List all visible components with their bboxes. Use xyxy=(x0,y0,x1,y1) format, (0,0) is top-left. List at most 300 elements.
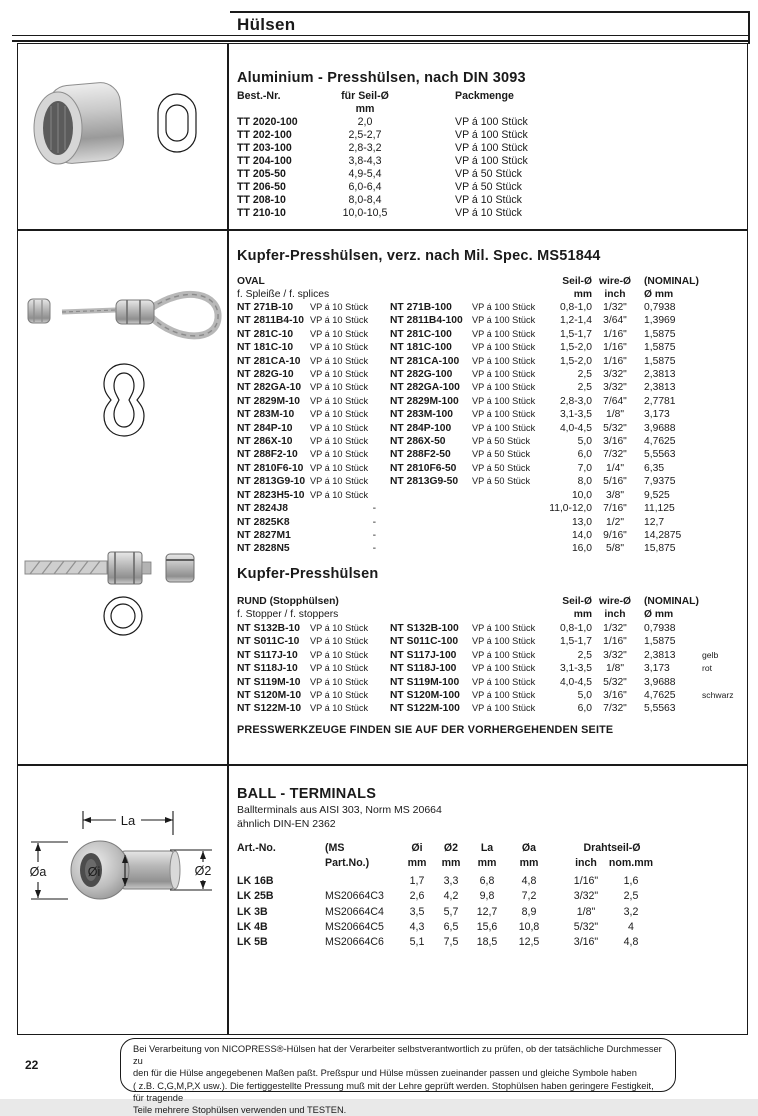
cell-art-no: LK 16B xyxy=(237,875,274,887)
col-seil: für Seil-Ø xyxy=(341,90,389,102)
cell-inch: 1/16" xyxy=(573,875,599,887)
cell-part-10: NT S011C-10 xyxy=(237,636,300,648)
cell-vp-10: VP á 10 Stück xyxy=(310,395,369,406)
col-wire-unit: inch xyxy=(604,289,626,301)
warning-line-1: Bei Verarbeitung von NICOPRESS®-Hülsen hat der Verarbeiter selbstverantwortlich zu prüfen, ob der tatsächliche Durchmesser zu xyxy=(133,1044,662,1067)
oval-table-header xyxy=(237,275,745,302)
cell-part-10: NT 2824J8 xyxy=(237,503,288,515)
cell-part-no: TT 204-100 xyxy=(237,155,292,167)
cell-seil-diameter: 2,0 xyxy=(357,116,373,128)
cell-part-10: NT 181C-10 xyxy=(237,342,294,354)
cell-seil: 2,5 xyxy=(577,649,592,661)
cell-ms-part: MS20664C4 xyxy=(325,905,384,918)
cell-part-100: NT 282G-100 xyxy=(390,369,453,381)
cell-vp-100: VP á 100 Stück xyxy=(472,623,536,633)
cell-nominal: 2,3813 xyxy=(644,382,676,394)
cell-seil: 7,0 xyxy=(577,462,592,474)
table-row xyxy=(237,689,745,702)
cell-part-10: NT S120M-10 xyxy=(237,690,302,702)
small-sleeve-photo xyxy=(28,299,50,323)
cell-wire: 7/64" xyxy=(603,395,627,407)
col-nominal: (NOMINAL) xyxy=(644,596,699,607)
cell-seil: 13,0 xyxy=(571,516,592,528)
cell-part-10: NT S122M-10 xyxy=(237,703,302,715)
col-wire-unit: inch xyxy=(604,609,626,621)
col-nominal-unit: Ø mm xyxy=(644,289,674,301)
cell-vp-100: VP á 100 Stück xyxy=(472,369,536,380)
cell-vp-100 xyxy=(472,542,548,555)
cell-o2: 7,5 xyxy=(443,936,459,949)
label-o2: Ø2 xyxy=(194,864,212,878)
cell-vp-10: VP á 10 Stück xyxy=(310,382,369,393)
table-row xyxy=(237,314,745,327)
cell-vp-100: VP á 50 Stück xyxy=(472,449,531,460)
cell-vp-10: - xyxy=(372,516,376,528)
cell-vp-10: VP á 10 Stück xyxy=(310,302,369,312)
cell-nom: 3,2 xyxy=(623,905,639,918)
col-nominal: (NOMINAL) xyxy=(644,276,699,287)
table-row xyxy=(237,435,745,448)
cell-vp-10: VP á 10 Stück xyxy=(310,462,369,473)
cell-vp-100 xyxy=(472,502,548,515)
cell-vp-10: VP á 10 Stück xyxy=(310,489,369,500)
table-row xyxy=(237,676,745,689)
col-art-no: Art.-No. xyxy=(237,842,276,854)
cell-seil: 6,0 xyxy=(577,703,592,715)
cell-nominal: 3,173 xyxy=(644,409,670,421)
cell-vp-100 xyxy=(472,516,548,529)
rund-section-title: Kupfer-Presshülsen xyxy=(237,566,379,582)
cell-ms-part: MS20664C6 xyxy=(325,936,384,949)
cable-loop-photo xyxy=(62,294,218,335)
cell-vp-10: VP á 10 Stück xyxy=(310,355,369,366)
cell-part-100 xyxy=(390,489,472,502)
cell-part-10: NT 271B-10 xyxy=(237,302,294,313)
ball-section-title: BALL - TERMINALS xyxy=(237,786,377,802)
cell-part-10: NT 283M-10 xyxy=(237,409,295,421)
cell-art-no: LK 5B xyxy=(237,936,268,949)
table-row xyxy=(237,341,745,354)
cell-part-10: NT 2823H5-10 xyxy=(237,489,305,501)
col-inch: inch xyxy=(575,857,597,870)
cell-nominal: 0,7938 xyxy=(644,302,676,313)
cell-part-10: NT 2813G9-10 xyxy=(237,476,306,488)
cell-inch: 1/8" xyxy=(576,905,596,918)
cell-vp-10: VP á 10 Stück xyxy=(310,476,369,487)
cell-seil: 8,0 xyxy=(577,476,592,488)
column-divider xyxy=(227,43,229,1035)
cell-seil: 3,1-3,5 xyxy=(559,663,592,675)
col-ms-1: (MS xyxy=(325,842,345,854)
cell-part-no: TT 208-10 xyxy=(237,194,286,206)
oval-section-title: Kupfer-Presshülsen, verz. nach Mil. Spec. MS51844 xyxy=(237,248,601,264)
ball-subtitle-2: ähnlich DIN-EN 2362 xyxy=(237,818,336,830)
cell-art-no: LK 25B xyxy=(237,890,274,903)
cell-la: 18,5 xyxy=(476,936,498,949)
cell-part-100: NT 288F2-50 xyxy=(390,449,451,461)
cell-pack: VP á 10 Stück xyxy=(455,194,522,206)
page-title: Hülsen xyxy=(237,15,296,34)
cell-vp-10: VP á 10 Stück xyxy=(310,636,369,647)
table-row xyxy=(237,116,627,129)
cell-seil: 11,0-12,0 xyxy=(549,503,592,515)
col-mm-1: mm xyxy=(407,857,427,870)
cell-inch: 3/32" xyxy=(573,890,599,903)
aluminium-sleeve-3d xyxy=(34,81,125,165)
col-ms-2: Part.No.) xyxy=(325,857,370,870)
cell-seil: 4,0-4,5 xyxy=(559,422,592,434)
table-row xyxy=(237,155,627,168)
cell-seil: 0,8-1,0 xyxy=(559,623,592,634)
col-la: La xyxy=(480,842,494,854)
cell-seil: 2,5 xyxy=(577,369,592,381)
cell-nominal: 0,7938 xyxy=(644,623,676,634)
cell-vp-100: VP á 100 Stück xyxy=(472,302,536,312)
cell-nominal: 15,875 xyxy=(644,543,676,555)
table-row xyxy=(237,168,627,181)
cell-nominal: 3,173 xyxy=(644,663,670,675)
table-row xyxy=(237,649,745,662)
cell-part-10: NT 2828N5 xyxy=(237,543,290,555)
cell-vp-10: VP á 10 Stück xyxy=(310,676,369,687)
cell-vp-100 xyxy=(472,529,548,542)
cell-vp-10: VP á 10 Stück xyxy=(310,315,369,326)
cell-part-10: NT S132B-10 xyxy=(237,623,300,634)
cell-pack: VP á 100 Stück xyxy=(455,129,528,141)
cell-part-100: NT S011C-100 xyxy=(390,636,459,648)
cell-vp-10: VP á 10 Stück xyxy=(310,328,369,339)
cell-art-no: LK 4B xyxy=(237,920,268,933)
table-row xyxy=(237,502,745,515)
table-row xyxy=(237,422,745,435)
cell-vp-10: VP á 10 Stück xyxy=(310,703,369,714)
table-row xyxy=(237,395,745,408)
cell-oa: 12,5 xyxy=(518,936,540,949)
cell-nominal: 11,125 xyxy=(644,503,675,515)
cell-part-no: TT 205-50 xyxy=(237,168,286,180)
cell-vp-100: VP á 50 Stück xyxy=(472,476,531,487)
label-oi: Øi xyxy=(87,865,101,879)
table-row xyxy=(237,529,745,542)
cell-ms-part: MS20664C5 xyxy=(325,920,384,933)
cell-la: 15,6 xyxy=(476,920,498,933)
cell-part-10: NT 288F2-10 xyxy=(237,449,298,461)
cell-vp-10: VP á 10 Stück xyxy=(310,623,369,633)
cell-vp-10: VP á 10 Stück xyxy=(310,369,369,380)
warning-line-2: den für die Hülse angegebenen Maßen paßt. Preßspur und Hülse müssen zueinander passen und gleiche Symbole haben xyxy=(133,1068,637,1079)
rund-subtitle-1: RUND (Stopphülsen) xyxy=(237,596,339,607)
header-rule-thick xyxy=(12,40,750,42)
cell-nominal: 7,9375 xyxy=(644,476,676,488)
cell-oi: 2,6 xyxy=(409,890,425,903)
rund-subtitle-2: f. Stopper / f. stoppers xyxy=(237,609,339,621)
cell-ms-part xyxy=(325,874,401,889)
cell-part-100: NT 2811B4-100 xyxy=(390,315,463,327)
cell-o2: 6,5 xyxy=(443,920,459,933)
cell-wire: 7/16" xyxy=(603,503,627,515)
aluminium-table-header xyxy=(237,90,627,116)
cell-color-note: rot xyxy=(702,663,713,674)
col-bestnr: Best.-Nr. xyxy=(237,90,281,102)
cable-stopper-photo xyxy=(25,552,194,584)
col-seil: Seil-Ø xyxy=(562,596,592,607)
section-divider-1 xyxy=(17,229,748,231)
cell-wire: 1/32" xyxy=(603,302,627,313)
cell-wire: 3/16" xyxy=(603,690,627,702)
cell-nominal: 1,5875 xyxy=(644,636,676,648)
col-nom-mm: nom.mm xyxy=(608,857,654,870)
cell-seil: 1,5-2,0 xyxy=(559,342,592,354)
cell-nominal: 1,5875 xyxy=(644,355,676,367)
cell-nominal: 5,5563 xyxy=(644,449,676,461)
col-oa: Øa xyxy=(521,842,537,854)
cell-pack: VP á 50 Stück xyxy=(455,168,522,180)
cell-nominal: 4,7625 xyxy=(644,436,676,448)
cell-part-10: NT 2810F6-10 xyxy=(237,462,304,474)
cell-seil-diameter: 8,0-8,4 xyxy=(348,194,382,206)
table-row xyxy=(237,889,657,904)
cell-vp-100: VP á 100 Stück xyxy=(472,649,536,660)
cell-oi: 1,7 xyxy=(409,875,425,887)
cell-nominal: 1,5875 xyxy=(644,342,676,354)
cell-wire: 5/32" xyxy=(603,676,627,688)
rund-table xyxy=(237,622,745,716)
cell-part-10: NT 281CA-10 xyxy=(237,355,301,367)
cell-part-100: NT S119M-100 xyxy=(390,676,460,688)
table-row xyxy=(237,622,745,635)
cell-part-100: NT 284P-100 xyxy=(390,422,452,434)
cell-vp-100: VP á 100 Stück xyxy=(472,676,536,687)
col-seil-unit: mm xyxy=(355,103,375,115)
cell-wire: 1/8" xyxy=(606,409,624,421)
col-mm-4: mm xyxy=(519,857,539,870)
cell-part-100: NT S132B-100 xyxy=(390,623,459,634)
cell-wire: 5/8" xyxy=(606,543,624,555)
cell-pack: VP á 100 Stück xyxy=(455,116,528,128)
cell-inch: 5/32" xyxy=(573,920,599,933)
cell-la: 6,8 xyxy=(479,875,495,887)
col-oi: Øi xyxy=(411,842,423,854)
section-divider-2 xyxy=(17,764,748,766)
cell-seil: 4,0-4,5 xyxy=(559,676,592,688)
copper-oval-photo xyxy=(20,288,225,438)
cell-seil: 0,8-1,0 xyxy=(559,302,592,313)
table-row xyxy=(237,355,745,368)
col-mm-2: mm xyxy=(441,857,461,870)
oval-ring-diagram xyxy=(158,94,196,152)
cell-part-no: TT 2020-100 xyxy=(237,116,298,128)
oval-subtitle-1: OVAL xyxy=(237,276,265,287)
cell-nominal: 1,3969 xyxy=(644,315,676,327)
table-row xyxy=(237,920,657,935)
warning-note-box xyxy=(120,1038,676,1116)
table-row xyxy=(237,874,657,889)
cell-oa: 8,9 xyxy=(521,905,537,918)
cell-seil-diameter: 2,5-2,7 xyxy=(348,129,382,141)
cell-part-100: NT S117J-100 xyxy=(390,649,457,661)
cell-vp-100: VP á 100 Stück xyxy=(472,422,536,433)
cell-part-100: NT S118J-100 xyxy=(390,663,457,675)
cell-pack: VP á 100 Stück xyxy=(455,142,528,154)
cell-vp-100: VP á 100 Stück xyxy=(472,395,536,406)
table-row xyxy=(237,489,745,502)
table-row xyxy=(237,475,745,488)
cell-seil-diameter: 6,0-6,4 xyxy=(348,181,382,193)
table-row xyxy=(237,462,745,475)
cell-seil: 2,8-3,0 xyxy=(559,395,592,407)
cell-vp-100: VP á 50 Stück xyxy=(472,436,531,447)
cell-wire: 3/64" xyxy=(603,315,627,327)
cell-part-100: NT S122M-100 xyxy=(390,703,460,715)
cell-part-100: NT 282GA-100 xyxy=(390,382,460,394)
cell-wire: 1/16" xyxy=(603,636,627,648)
cell-vp-100: VP á 100 Stück xyxy=(472,315,536,326)
cell-part-no: TT 202-100 xyxy=(237,129,292,141)
cell-nominal: 14,2875 xyxy=(644,529,682,541)
warning-line-3: ( z.B. C,G,M,P,X usw.). Die fertiggestellte Pressung muß mit der Lehre geprüft werden. Stophülsen haben geringere Festigkeit, für tragende xyxy=(133,1080,654,1103)
cell-wire: 1/16" xyxy=(603,355,627,367)
col-nominal-unit: Ø mm xyxy=(644,609,674,621)
cell-oa: 10,8 xyxy=(518,920,540,933)
cell-nominal: 2,7781 xyxy=(644,395,676,407)
cell-part-100: NT 286X-50 xyxy=(390,436,446,448)
cell-color-note: gelb xyxy=(702,649,719,660)
cell-vp-10: VP á 10 Stück xyxy=(310,690,369,701)
presswerkzeuge-note: PRESSWERKZEUGE FINDEN SIE AUF DER VORHERGEHENDEN SEITE xyxy=(237,724,614,736)
cell-nominal: 1,5875 xyxy=(644,328,676,340)
label-la: La xyxy=(120,813,136,828)
cell-part-10: NT S118J-10 xyxy=(237,663,298,675)
cell-seil-diameter: 4,9-5,4 xyxy=(348,168,382,180)
table-row xyxy=(237,301,745,314)
cell-vp-100: VP á 100 Stück xyxy=(472,690,536,701)
cell-nominal: 4,7625 xyxy=(644,690,676,702)
cell-pack: VP á 100 Stück xyxy=(455,155,528,167)
cell-la: 12,7 xyxy=(476,905,498,918)
ball-subtitle-1: Ballterminals aus AISI 303, Norm MS 20664 xyxy=(237,804,442,816)
cell-oa: 4,8 xyxy=(521,875,537,887)
col-seil: Seil-Ø xyxy=(562,276,592,287)
cell-wire: 7/32" xyxy=(603,703,627,715)
cell-part-100: NT 281C-100 xyxy=(390,328,452,340)
cell-seil: 1,5-1,7 xyxy=(559,328,592,340)
cell-part-10: NT 286X-10 xyxy=(237,436,293,448)
cell-vp-10: VP á 10 Stück xyxy=(310,342,369,353)
cell-part-no: TT 210-10 xyxy=(237,207,286,219)
cell-nominal: 2,3813 xyxy=(644,649,676,661)
cell-vp-10: VP á 10 Stück xyxy=(310,422,369,433)
cell-part-10: NT 2829M-10 xyxy=(237,395,300,407)
cell-nom: 4,8 xyxy=(623,936,639,949)
cell-part-100: NT 2829M-100 xyxy=(390,395,459,407)
warning-line-4: Teile mehrere Stophülsen verwenden und TESTEN. xyxy=(133,1105,347,1116)
cell-seil-diameter: 10,0-10,5 xyxy=(342,207,388,219)
cell-part-10: NT 2825K8 xyxy=(237,516,290,528)
title-rule-top xyxy=(230,11,750,13)
cell-wire: 1/8" xyxy=(606,663,624,675)
ball-table xyxy=(237,874,657,950)
cell-ms-part: MS20664C3 xyxy=(325,890,384,903)
cell-part-100 xyxy=(390,516,472,529)
col-drahtseil: Drahtseil-Ø xyxy=(583,842,641,854)
table-row xyxy=(237,381,745,394)
cell-vp-100 xyxy=(472,489,548,502)
cell-nominal: 12,7 xyxy=(644,516,665,528)
cell-vp-100: VP á 100 Stück xyxy=(472,409,536,420)
cell-part-100: NT 181C-100 xyxy=(390,342,452,354)
cell-part-10: NT 281C-10 xyxy=(237,328,294,340)
cell-part-100: NT 2813G9-50 xyxy=(390,476,459,488)
cell-vp-100: VP á 100 Stück xyxy=(472,328,536,339)
cell-vp-100: VP á 100 Stück xyxy=(472,355,536,366)
cell-wire: 3/32" xyxy=(603,649,627,661)
cell-part-10: NT 282GA-10 xyxy=(237,382,302,394)
cell-part-100: NT 2810F6-50 xyxy=(390,462,457,474)
ball-table-header xyxy=(237,841,657,872)
cell-seil: 1,5-2,0 xyxy=(559,355,592,367)
cell-seil: 5,0 xyxy=(577,690,592,702)
cell-part-100: NT 271B-100 xyxy=(390,302,452,313)
col-pack: Packmenge xyxy=(455,90,514,102)
header-rule-thin xyxy=(12,35,750,36)
table-row xyxy=(237,448,745,461)
ball-terminal-diagram xyxy=(20,798,225,920)
col-mm-3: mm xyxy=(477,857,497,870)
cell-color-note: schwarz xyxy=(702,690,734,701)
col-o2: Ø2 xyxy=(443,842,459,854)
table-row xyxy=(237,662,745,675)
cell-seil: 2,5 xyxy=(577,382,592,394)
table-row xyxy=(237,328,745,341)
cell-vp-100: VP á 100 Stück xyxy=(472,636,536,647)
oval-table xyxy=(237,301,745,556)
cell-wire: 1/16" xyxy=(603,342,627,354)
cell-vp-10: VP á 10 Stück xyxy=(310,449,369,460)
table-row xyxy=(237,194,627,207)
cell-wire: 1/4" xyxy=(606,462,624,474)
cell-nom: 4 xyxy=(628,920,634,933)
cell-inch: 3/16" xyxy=(573,936,599,949)
cell-part-10: NT 284P-10 xyxy=(237,422,293,434)
cell-vp-10: - xyxy=(372,543,376,555)
cell-wire: 3/16" xyxy=(603,436,627,448)
table-row xyxy=(237,408,745,421)
cell-nominal: 6,35 xyxy=(644,462,665,474)
label-oa: Øa xyxy=(29,865,47,879)
cell-o2: 5,7 xyxy=(443,905,459,918)
table-row xyxy=(237,905,657,920)
cell-part-10: NT S119M-10 xyxy=(237,676,301,688)
col-seil-unit: mm xyxy=(573,289,592,301)
oval-cross-section-diagram xyxy=(104,364,144,436)
table-row xyxy=(237,542,745,555)
cell-nominal: 3,9688 xyxy=(644,422,676,434)
cell-vp-10: VP á 10 Stück xyxy=(310,436,369,447)
table-row xyxy=(237,129,627,142)
cell-wire: 5/32" xyxy=(603,422,627,434)
cell-part-10: NT 2827M1 xyxy=(237,529,291,541)
cell-vp-100: VP á 100 Stück xyxy=(472,703,536,714)
cell-vp-10: VP á 10 Stück xyxy=(310,409,369,420)
page-number: 22 xyxy=(25,1058,39,1072)
cell-wire: 3/32" xyxy=(603,369,627,381)
aluminium-rows xyxy=(237,116,627,220)
table-row xyxy=(237,935,657,950)
cell-art-no: LK 3B xyxy=(237,905,268,918)
cell-seil: 3,1-3,5 xyxy=(559,409,592,421)
cell-vp-10: VP á 10 Stück xyxy=(310,649,369,660)
cell-wire: 5/16" xyxy=(603,476,627,488)
